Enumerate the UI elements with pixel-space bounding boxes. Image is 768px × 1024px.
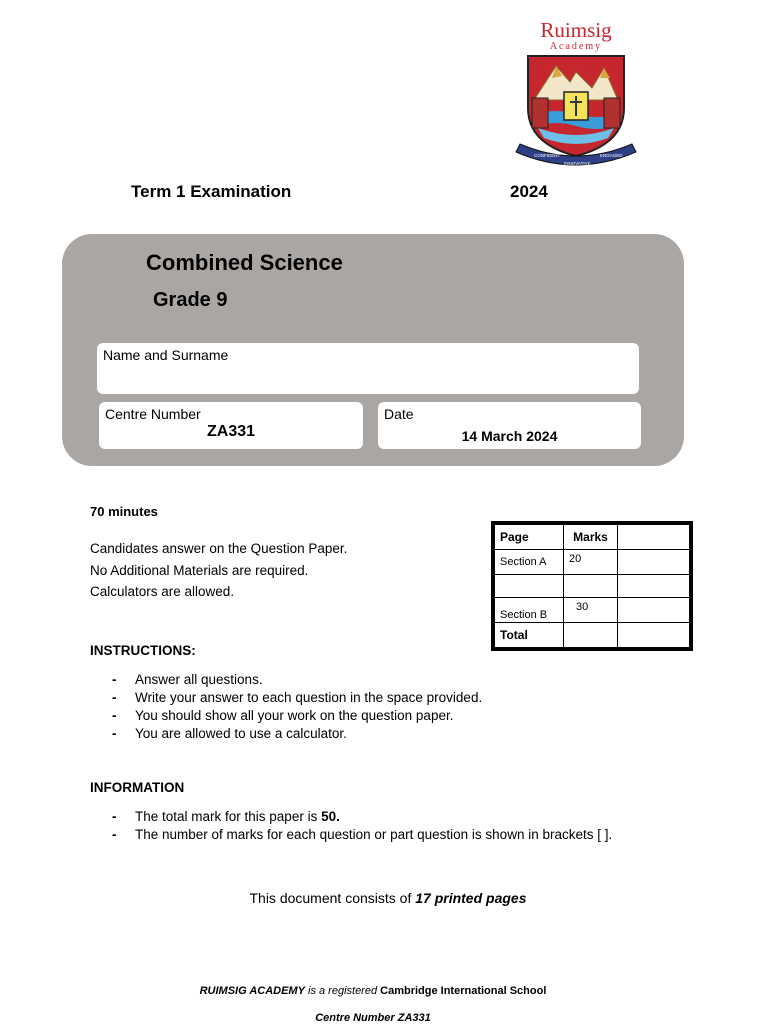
instructions-heading: INSTRUCTIONS: <box>90 643 196 658</box>
table-cell <box>618 622 690 647</box>
information-heading: INFORMATION <box>90 780 185 795</box>
marks-table-header <box>495 525 690 550</box>
date-label: Date <box>384 406 414 422</box>
page-count-prefix: This document consists of <box>249 890 416 906</box>
table-cell: Section A <box>495 550 564 575</box>
footer-centre-number: Centre Number ZA331 <box>315 1012 431 1024</box>
footer-registration <box>0 985 746 997</box>
logo-name: Ruimsig <box>540 18 612 42</box>
total-mark-text: The total mark for this paper is <box>135 809 322 824</box>
table-cell <box>495 575 564 598</box>
page-count-note <box>0 890 768 906</box>
list-item: - Answer all questions. <box>112 671 482 689</box>
subject-title: Combined Science <box>146 250 343 275</box>
footer-school: RUIMSIG ACADEMY <box>199 985 305 997</box>
centre-number-field[interactable] <box>99 402 363 449</box>
marks-table <box>491 521 693 651</box>
table-cell: Total <box>495 622 564 647</box>
banner-text-2: INNOVATIVE <box>564 161 591 166</box>
table-header-page: Page <box>495 525 564 550</box>
table-cell <box>564 622 618 647</box>
date-value: 14 March 2024 <box>461 428 558 444</box>
name-field[interactable] <box>97 343 639 394</box>
exam-title: Term 1 Examination <box>131 182 292 201</box>
logo-subtitle: Academy <box>549 41 603 52</box>
footer-cambridge: Cambridge International School <box>380 985 547 997</box>
table-cell: 30 <box>564 597 618 622</box>
page-count-value: 17 printed pages <box>415 890 527 906</box>
table-cell: 20 <box>564 550 618 575</box>
table-header-extra <box>618 525 690 550</box>
list-item: - The number of marks for each question or part question is shown in brackets [ ]. <box>112 826 612 844</box>
centre-number-label: Centre Number <box>105 406 201 422</box>
candidate-note-1: Candidates answer on the Question Paper. <box>90 541 348 556</box>
exam-year: 2024 <box>510 182 548 201</box>
date-field[interactable] <box>378 402 641 449</box>
exam-duration: 70 minutes <box>90 504 158 519</box>
name-label: Name and Surname <box>103 347 229 363</box>
banner-text-1: CONFIDENT <box>534 153 561 158</box>
table-cell <box>564 575 618 598</box>
table-cell <box>618 575 690 598</box>
table-row <box>495 550 690 575</box>
table-cell: Section B <box>495 597 564 622</box>
table-row <box>495 597 690 622</box>
table-row <box>495 575 690 598</box>
list-item: - You should show all your work on the question paper. <box>112 707 482 725</box>
grade-title: Grade 9 <box>153 289 228 311</box>
school-logo <box>512 14 640 172</box>
candidate-note-3: Calculators are allowed. <box>90 584 235 599</box>
crest-icon <box>512 52 640 172</box>
candidate-note-2: No Additional Materials are required. <box>90 563 309 578</box>
table-header-marks: Marks <box>564 525 618 550</box>
list-item: - Write your answer to each question in the space provided. <box>112 689 482 707</box>
banner-text-3: ENGAGED <box>600 153 623 158</box>
list-item <box>112 808 612 826</box>
table-cell <box>618 550 690 575</box>
list-item: - You are allowed to use a calculator. <box>112 725 482 743</box>
table-row <box>495 622 690 647</box>
footer-mid: is a registered <box>304 985 381 997</box>
total-mark-value: 50. <box>321 809 340 824</box>
table-cell <box>618 597 690 622</box>
instructions-list <box>112 671 482 743</box>
centre-number-value: ZA331 <box>206 423 256 440</box>
information-list <box>112 808 612 844</box>
